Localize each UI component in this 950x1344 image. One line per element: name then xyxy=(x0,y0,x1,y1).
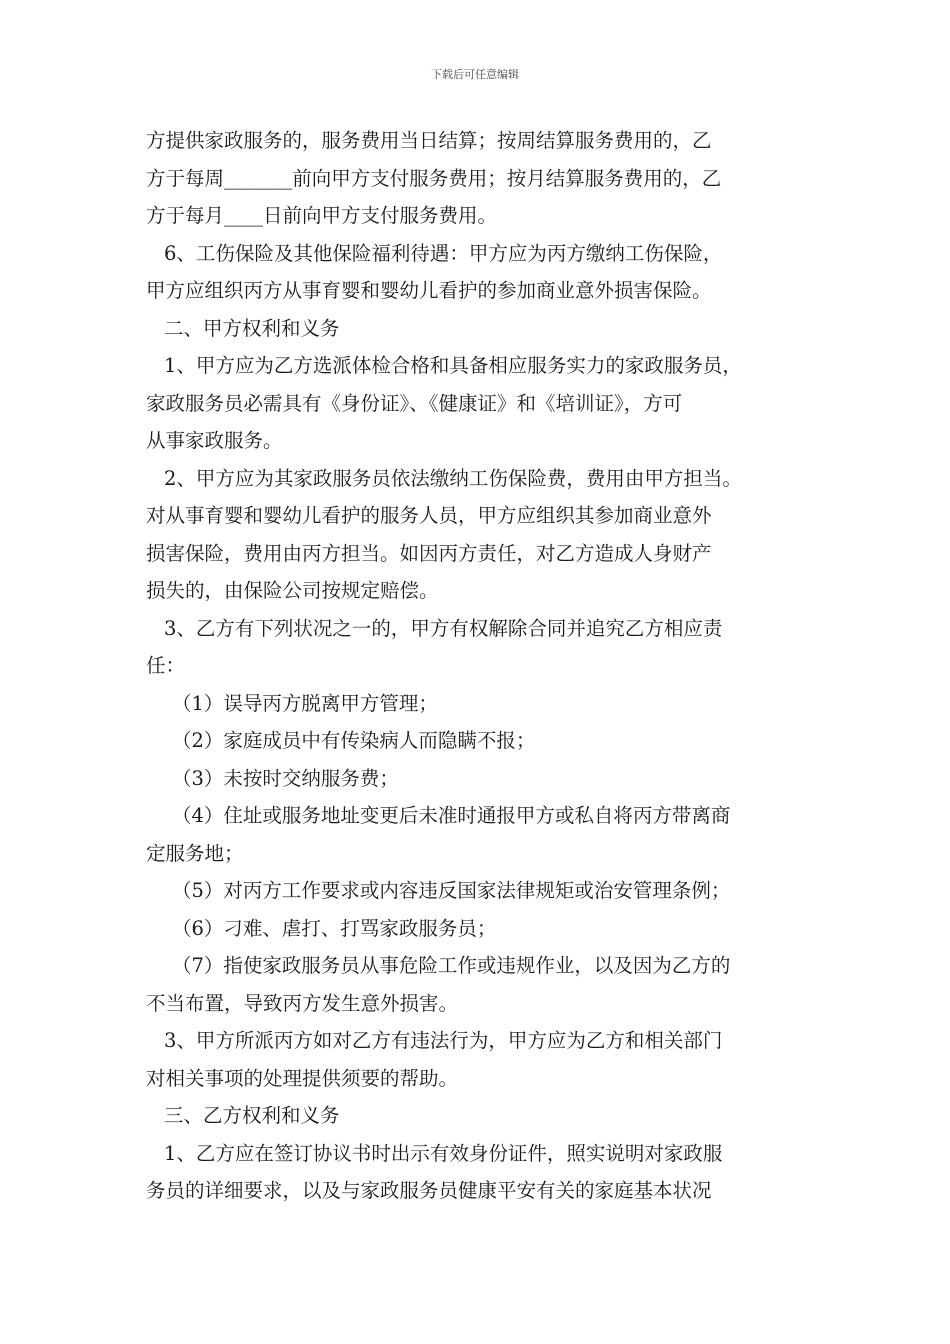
text-line: （2）家庭成员中有传染病人而隐瞒不报； xyxy=(172,729,536,752)
text-line: 家政服务员必需具有《身份证》、《健康证》和《培训证》，方可 xyxy=(146,391,683,415)
text-line: 损害保险，费用由丙方担当。如因丙方责任，对乙方造成人身财产 xyxy=(146,541,712,565)
text-line: （1）误导丙方脱离甲方管理； xyxy=(172,691,438,715)
text-line: 6、工伤保险及其他保险福利待遇：甲方应为丙方缴纳工伤保险， xyxy=(164,241,723,265)
text-line: 对相关事项的处理提供须要的帮助。 xyxy=(146,1066,459,1090)
text-line: 1、甲方应为乙方选派体检合格和具备相应服务实力的家政服务员， xyxy=(164,354,742,377)
text-line: 二、甲方权利和义务 xyxy=(164,316,340,340)
text-line: 损失的，由保险公司按规定赔偿。 xyxy=(146,579,439,602)
text-line: 务员的详细要求，以及与家政服务员健康平安有关的家庭基本状况 xyxy=(146,1179,712,1202)
text-line: （7）指使家政服务员从事危险工作或违规作业，以及因为乙方的 xyxy=(172,954,731,977)
text-line: 三、乙方权利和义务 xyxy=(164,1104,340,1127)
text-line: 方于每月____日前向甲方支付服务费用。 xyxy=(146,204,498,227)
text-line: 3、甲方所派丙方如对乙方有违法行为，甲方应为乙方和相关部门 xyxy=(164,1029,723,1052)
text-line: 1、乙方应在签订协议书时出示有效身份证件，照实说明对家政服 xyxy=(164,1141,723,1165)
text-line: 方于每周_______前向甲方支付服务费用；按月结算服务费用的，乙 xyxy=(146,166,722,190)
text-line: 从事家政服务。 xyxy=(146,429,283,452)
text-line: 任： xyxy=(146,654,186,677)
text-line: 不当布置，导致丙方发生意外损害。 xyxy=(146,991,459,1015)
text-line: 定服务地； xyxy=(146,841,244,865)
text-line: （6）刁难、虐打、打骂家政服务员； xyxy=(172,916,497,940)
text-line: 甲方应组织丙方从事育婴和婴幼儿看护的参加商业意外损害保险。 xyxy=(146,279,712,302)
text-line: 3、乙方有下列状况之一的，甲方有权解除合同并追究乙方相应责 xyxy=(164,616,723,640)
text-line: （5）对丙方工作要求或内容违反国家法律规矩或治安管理条例； xyxy=(172,879,731,902)
text-line: 2、甲方应为其家政服务员依法缴纳工伤保险费，费用由甲方担当。 xyxy=(164,466,742,490)
text-line: 对从事育婴和婴幼儿看护的服务人员，甲方应组织其参加商业意外 xyxy=(146,504,712,527)
text-line: 方提供家政服务的，服务费用当日结算；按周结算服务费用的，乙 xyxy=(146,129,712,152)
document-body xyxy=(146,122,826,1210)
text-line: （4）住址或服务地址变更后未准时通报甲方或私自将丙方带离商 xyxy=(172,804,731,827)
page-header: 下载后可任意编辑 xyxy=(431,68,519,81)
text-line: （3）未按时交纳服务费； xyxy=(172,766,399,790)
